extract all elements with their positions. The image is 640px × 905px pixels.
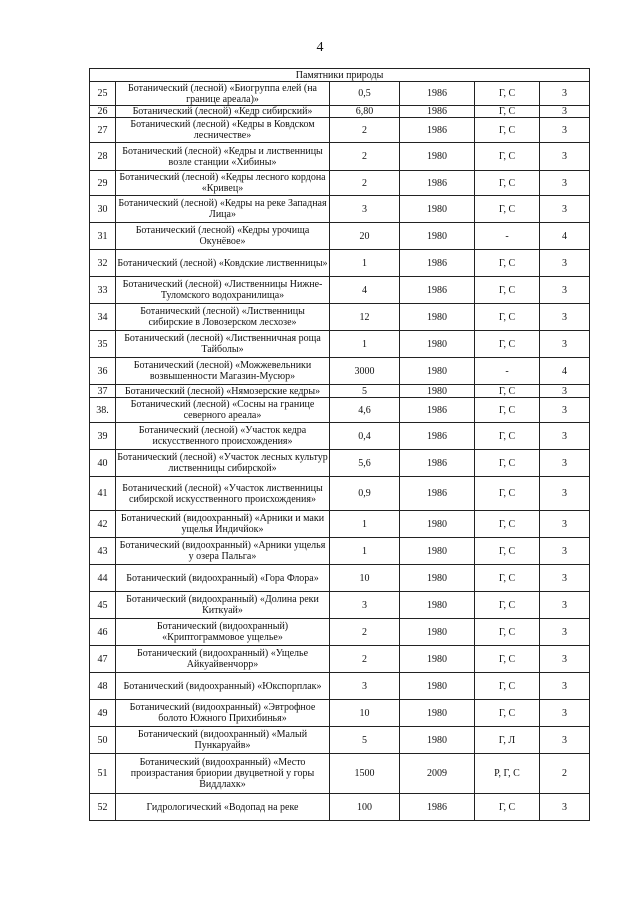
- year-value: 1980: [400, 538, 475, 565]
- category-value: 3: [540, 619, 590, 646]
- monument-name: Ботанический (лесной) «Участок кедра искусственного происхождения»: [116, 423, 330, 450]
- area-value: 2: [330, 646, 400, 673]
- monument-name: Ботанический (лесной) «Биогруппа елей (на границе ареала)»: [116, 82, 330, 106]
- area-value: 1: [330, 511, 400, 538]
- year-value: 1986: [400, 106, 475, 118]
- table-row: [90, 277, 590, 304]
- year-value: 1980: [400, 592, 475, 619]
- table-row: [90, 223, 590, 250]
- row-number: 51: [90, 754, 116, 794]
- table-row: [90, 143, 590, 171]
- table-row: [90, 358, 590, 385]
- table-row: [90, 592, 590, 619]
- monument-name: Ботанический (лесной) «Участок лиственницы сибирской искусственного происхождения»: [116, 477, 330, 511]
- year-value: 1980: [400, 223, 475, 250]
- table-row: [90, 171, 590, 196]
- category-value: 3: [540, 331, 590, 358]
- row-number: 45: [90, 592, 116, 619]
- status-codes: Г, С: [475, 398, 540, 423]
- year-value: 1980: [400, 619, 475, 646]
- row-number: 35: [90, 331, 116, 358]
- category-value: 3: [540, 794, 590, 821]
- table-body: [90, 69, 590, 821]
- category-value: 3: [540, 450, 590, 477]
- monument-name: Ботанический (видоохранный) «Гора Флора»: [116, 565, 330, 592]
- page-number: 4: [316, 40, 324, 55]
- table-row: [90, 646, 590, 673]
- table-row: [90, 250, 590, 277]
- category-value: 3: [540, 196, 590, 223]
- table-row: [90, 538, 590, 565]
- monument-name: Ботанический (лесной) «Кедры на реке Западная Лица»: [116, 196, 330, 223]
- status-codes: Г, С: [475, 118, 540, 143]
- row-number: 29: [90, 171, 116, 196]
- area-value: 4: [330, 277, 400, 304]
- area-value: 3: [330, 196, 400, 223]
- row-number: 25: [90, 82, 116, 106]
- row-number: 37: [90, 385, 116, 398]
- row-number: 26: [90, 106, 116, 118]
- area-value: 10: [330, 565, 400, 592]
- monument-name: Ботанический (лесной) «Кедры и лиственницы возле станции «Хибины»: [116, 143, 330, 171]
- year-value: 1986: [400, 82, 475, 106]
- table-row: [90, 565, 590, 592]
- status-codes: Г, С: [475, 277, 540, 304]
- area-value: 3: [330, 673, 400, 700]
- monument-name: Ботанический (лесной) «Лиственницы Нижне-Туломского водохранилища»: [116, 277, 330, 304]
- year-value: 1980: [400, 385, 475, 398]
- monuments-table: [89, 68, 590, 821]
- area-value: 1500: [330, 754, 400, 794]
- status-codes: Г, С: [475, 82, 540, 106]
- year-value: 1986: [400, 450, 475, 477]
- year-value: 1986: [400, 118, 475, 143]
- area-value: 1: [330, 331, 400, 358]
- table-row: [90, 700, 590, 727]
- status-codes: Г, С: [475, 592, 540, 619]
- year-value: 1980: [400, 646, 475, 673]
- year-value: 1986: [400, 794, 475, 821]
- status-codes: Г, С: [475, 511, 540, 538]
- category-value: 3: [540, 171, 590, 196]
- status-codes: Г, С: [475, 304, 540, 331]
- row-number: 28: [90, 143, 116, 171]
- row-number: 30: [90, 196, 116, 223]
- year-value: 1986: [400, 398, 475, 423]
- area-value: 100: [330, 794, 400, 821]
- area-value: 2: [330, 143, 400, 171]
- area-value: 1: [330, 538, 400, 565]
- status-codes: Г, С: [475, 538, 540, 565]
- category-value: 4: [540, 223, 590, 250]
- area-value: 2: [330, 118, 400, 143]
- row-number: 32: [90, 250, 116, 277]
- year-value: 2009: [400, 754, 475, 794]
- category-value: 3: [540, 250, 590, 277]
- year-value: 1980: [400, 143, 475, 171]
- status-codes: Г, С: [475, 171, 540, 196]
- row-number: 52: [90, 794, 116, 821]
- category-value: 3: [540, 592, 590, 619]
- year-value: 1986: [400, 423, 475, 450]
- table-row: [90, 196, 590, 223]
- status-codes: Г, С: [475, 106, 540, 118]
- year-value: 1980: [400, 196, 475, 223]
- year-value: 1980: [400, 565, 475, 592]
- section-header: Памятники природы: [90, 69, 590, 82]
- table-row: [90, 82, 590, 106]
- status-codes: Р, Г, С: [475, 754, 540, 794]
- area-value: 5,6: [330, 450, 400, 477]
- year-value: 1980: [400, 727, 475, 754]
- table-row: [90, 477, 590, 511]
- area-value: 6,80: [330, 106, 400, 118]
- category-value: 3: [540, 385, 590, 398]
- area-value: 12: [330, 304, 400, 331]
- area-value: 0,4: [330, 423, 400, 450]
- monument-name: Ботанический (видоохранный) «Арники ущелья у озера Пальга»: [116, 538, 330, 565]
- monument-name: Ботанический (видоохранный) «Криптограммовое ущелье»: [116, 619, 330, 646]
- monument-name: Ботанический (лесной) «Кедр сибирский»: [116, 106, 330, 118]
- year-value: 1980: [400, 673, 475, 700]
- row-number: 27: [90, 118, 116, 143]
- table-row: [90, 385, 590, 398]
- area-value: 0,5: [330, 82, 400, 106]
- category-value: 2: [540, 754, 590, 794]
- status-codes: Г, С: [475, 423, 540, 450]
- table-row: [90, 673, 590, 700]
- status-codes: Г, С: [475, 385, 540, 398]
- table-row: [90, 727, 590, 754]
- status-codes: Г, С: [475, 331, 540, 358]
- monument-name: Ботанический (лесной) «Кедры урочища Окунёвое»: [116, 223, 330, 250]
- row-number: 40: [90, 450, 116, 477]
- table-row: [90, 304, 590, 331]
- area-value: 2: [330, 619, 400, 646]
- category-value: 3: [540, 118, 590, 143]
- row-number: 41: [90, 477, 116, 511]
- row-number: 39: [90, 423, 116, 450]
- row-number: 47: [90, 646, 116, 673]
- category-value: 3: [540, 673, 590, 700]
- category-value: 3: [540, 82, 590, 106]
- row-number: 43: [90, 538, 116, 565]
- row-number: 36: [90, 358, 116, 385]
- year-value: 1986: [400, 277, 475, 304]
- category-value: 3: [540, 700, 590, 727]
- status-codes: Г, С: [475, 673, 540, 700]
- row-number: 46: [90, 619, 116, 646]
- row-number: 44: [90, 565, 116, 592]
- monument-name: Ботанический (лесной) «Нямозерские кедры»: [116, 385, 330, 398]
- status-codes: -: [475, 358, 540, 385]
- monument-name: Гидрологический «Водопад на реке: [116, 794, 330, 821]
- table-row: [90, 619, 590, 646]
- area-value: 3: [330, 592, 400, 619]
- year-value: 1986: [400, 477, 475, 511]
- monument-name: Ботанический (лесной) «Лиственницы сибирские в Ловозерском лесхозе»: [116, 304, 330, 331]
- status-codes: Г, С: [475, 619, 540, 646]
- area-value: 2: [330, 171, 400, 196]
- status-codes: Г, Л: [475, 727, 540, 754]
- row-number: 49: [90, 700, 116, 727]
- row-number: 31: [90, 223, 116, 250]
- table-row: [90, 398, 590, 423]
- status-codes: Г, С: [475, 646, 540, 673]
- category-value: 3: [540, 106, 590, 118]
- category-value: 3: [540, 143, 590, 171]
- status-codes: Г, С: [475, 250, 540, 277]
- monument-name: Ботанический (лесной) «Ковдские лиственницы»: [116, 250, 330, 277]
- category-value: 3: [540, 538, 590, 565]
- category-value: 3: [540, 727, 590, 754]
- year-value: 1980: [400, 511, 475, 538]
- monument-name: Ботанический (лесной) «Кедры в Ковдском лесничестве»: [116, 118, 330, 143]
- table-row: [90, 423, 590, 450]
- year-value: 1986: [400, 171, 475, 196]
- row-number: 50: [90, 727, 116, 754]
- status-codes: Г, С: [475, 794, 540, 821]
- row-number: 42: [90, 511, 116, 538]
- monument-name: Ботанический (лесной) «Можжевельники возвышенности Магазин-Мусюр»: [116, 358, 330, 385]
- category-value: 3: [540, 477, 590, 511]
- category-value: 3: [540, 511, 590, 538]
- area-value: 0,9: [330, 477, 400, 511]
- section-header-row: [90, 69, 590, 82]
- category-value: 3: [540, 304, 590, 331]
- row-number: 33: [90, 277, 116, 304]
- table-row: [90, 511, 590, 538]
- area-value: 1: [330, 250, 400, 277]
- status-codes: Г, С: [475, 477, 540, 511]
- area-value: 5: [330, 727, 400, 754]
- row-number: 38.: [90, 398, 116, 423]
- status-codes: Г, С: [475, 450, 540, 477]
- category-value: 3: [540, 277, 590, 304]
- status-codes: Г, С: [475, 196, 540, 223]
- status-codes: Г, С: [475, 143, 540, 171]
- table-row: [90, 450, 590, 477]
- monument-name: Ботанический (видоохранный) «Долина реки Киткуай»: [116, 592, 330, 619]
- table-row: [90, 754, 590, 794]
- monument-name: Ботанический (лесной) «Лиственничная роща Тайболы»: [116, 331, 330, 358]
- monument-name: Ботанический (видоохранный) «Ущелье Айкуайвенчорр»: [116, 646, 330, 673]
- table-row: [90, 106, 590, 118]
- monument-name: Ботанический (видоохранный) «Арники и маки ущелья Индичйок»: [116, 511, 330, 538]
- monument-name: Ботанический (видоохранный) «Место произрастания бриории двуцветной у горы Виддлахк»: [116, 754, 330, 794]
- category-value: 3: [540, 565, 590, 592]
- area-value: 5: [330, 385, 400, 398]
- monument-name: Ботанический (лесной) «Кедры лесного кордона «Кривец»: [116, 171, 330, 196]
- category-value: 3: [540, 423, 590, 450]
- monument-name: Ботанический (лесной) «Участок лесных культур лиственницы сибирской»: [116, 450, 330, 477]
- category-value: 4: [540, 358, 590, 385]
- status-codes: -: [475, 223, 540, 250]
- category-value: 3: [540, 646, 590, 673]
- year-value: 1980: [400, 358, 475, 385]
- table-row: [90, 118, 590, 143]
- year-value: 1980: [400, 304, 475, 331]
- status-codes: Г, С: [475, 565, 540, 592]
- category-value: 3: [540, 398, 590, 423]
- year-value: 1980: [400, 700, 475, 727]
- table-row: [90, 794, 590, 821]
- monument-name: Ботанический (лесной) «Сосны на границе северного ареала»: [116, 398, 330, 423]
- area-value: 3000: [330, 358, 400, 385]
- status-codes: Г, С: [475, 700, 540, 727]
- monument-name: Ботанический (видоохранный) «Малый Пункаруайв»: [116, 727, 330, 754]
- table-row: [90, 331, 590, 358]
- year-value: 1986: [400, 250, 475, 277]
- area-value: 4,6: [330, 398, 400, 423]
- monument-name: Ботанический (видоохранный) «Эвтрофное болото Южного Прихибинья»: [116, 700, 330, 727]
- row-number: 34: [90, 304, 116, 331]
- row-number: 48: [90, 673, 116, 700]
- year-value: 1980: [400, 331, 475, 358]
- area-value: 20: [330, 223, 400, 250]
- monument-name: Ботанический (видоохранный) «Юкспорплак»: [116, 673, 330, 700]
- area-value: 10: [330, 700, 400, 727]
